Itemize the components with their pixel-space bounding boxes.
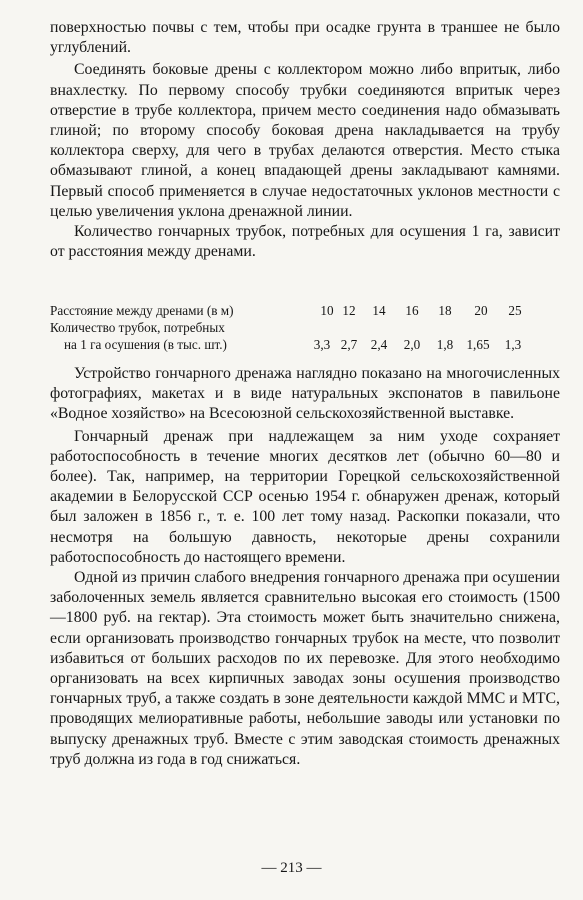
table-cell: 1,65 [466,337,490,352]
paragraph-continuation: поверхностью почвы с тем, чтобы при осадке грунта в траншее не было углублений. [50,19,560,57]
table-cell: 3,3 [313,337,331,352]
paragraph-drain-connection: Соединять боковые дрены с коллектором можно либо впритык, либо внахлестку. По первому способу трубки соединяются впритык через отверстие в трубе коллектора, причем место соединения надо обмазывать глиной; по второму способу боковая дрена накладывается на трубу коллектора сверху, для чего в трубах делаются отверстия. Место стыка обмазывают глиной, а конец впадающей дрены закладывают камнями. Первый способ применяется в случае недостаточных уклонов местности с целью увеличения уклона дренажной линии. [50,61,560,220]
table-cell: 2,7 [340,337,358,352]
paragraph-pipe-quantity: Количество гончарных трубок, потребных для осушения 1 га, зависит от расстояния между дренами. [50,223,560,261]
table-cell: 25 [508,303,522,318]
table-cell: 18 [438,303,452,318]
paragraph-durability: Гончарный дренаж при надлежащем за ним уходе сохраняет работоспособность в течение многих десятков лет (обычно 60—80 и более). Так, например, на территории Горецкой сельскохозяйственной академии в Белорусской ССР осенью 1954 г. обнаружен дренаж, который был заложен в 1856 г., т. е. 100 лет тому назад. Раскопки показали, что несмотря на большую давность, некоторые дрены сохранили работоспособность до настоящего времени. [50,427,560,566]
drain-table [50,303,560,354]
text-bottom [50,364,560,770]
table-cell: 10 [320,303,334,318]
table-row-count [50,337,560,354]
table-cell: 16 [405,303,419,318]
table-label-distance: Расстояние между дренами (в м) [50,303,234,318]
table-cell: 20 [474,303,488,318]
paragraph-exhibition: Устройство гончарного дренажа наглядно показано на многочисленных фотографиях, макетах и в виде натуральных экспонатов в павильоне «Водное хозяйство» на Всесоюзной сельскохозяйственной выставке. [50,365,560,423]
table-cell: 14 [372,303,386,318]
table-label-count-line1: Количество трубок, потребных [50,320,225,335]
table-row-label2 [50,320,560,337]
table-cell: 2,4 [370,337,388,352]
table-cell: 12 [342,303,356,318]
table-label-count-line2: на 1 га осушения (в тыс. шт.) [64,337,227,352]
text-top [50,18,560,262]
page-number: — 213 — [261,860,322,876]
table-cell: 1,8 [436,337,454,352]
table-cell: 2,0 [403,337,421,352]
table-row-distance [50,303,560,320]
paragraph-cost: Одной из причин слабого внедрения гончарного дренажа при осушении заболоченных земель является сравнительно высокая его стоимость (1500—1800 руб. на гектар). Эта стоимость может быть значительно снижена, если организовать производство гончарных трубок на месте, что позволит избавиться от больших расходов по их перевозке. Для этого необходимо организовать на всех кирпичных заводах зоны осушения производство гончарных труб, а также создать в зоне деятельности каждой ММС и МТС, проводящих мелиоративные работы, небольшие заводы или установки по выпуску дренажных труб. Вместе с этим заводская стоимость дренажных труб должна из года в год снижаться. [50,569,560,768]
table-cell: 1,3 [504,337,522,352]
